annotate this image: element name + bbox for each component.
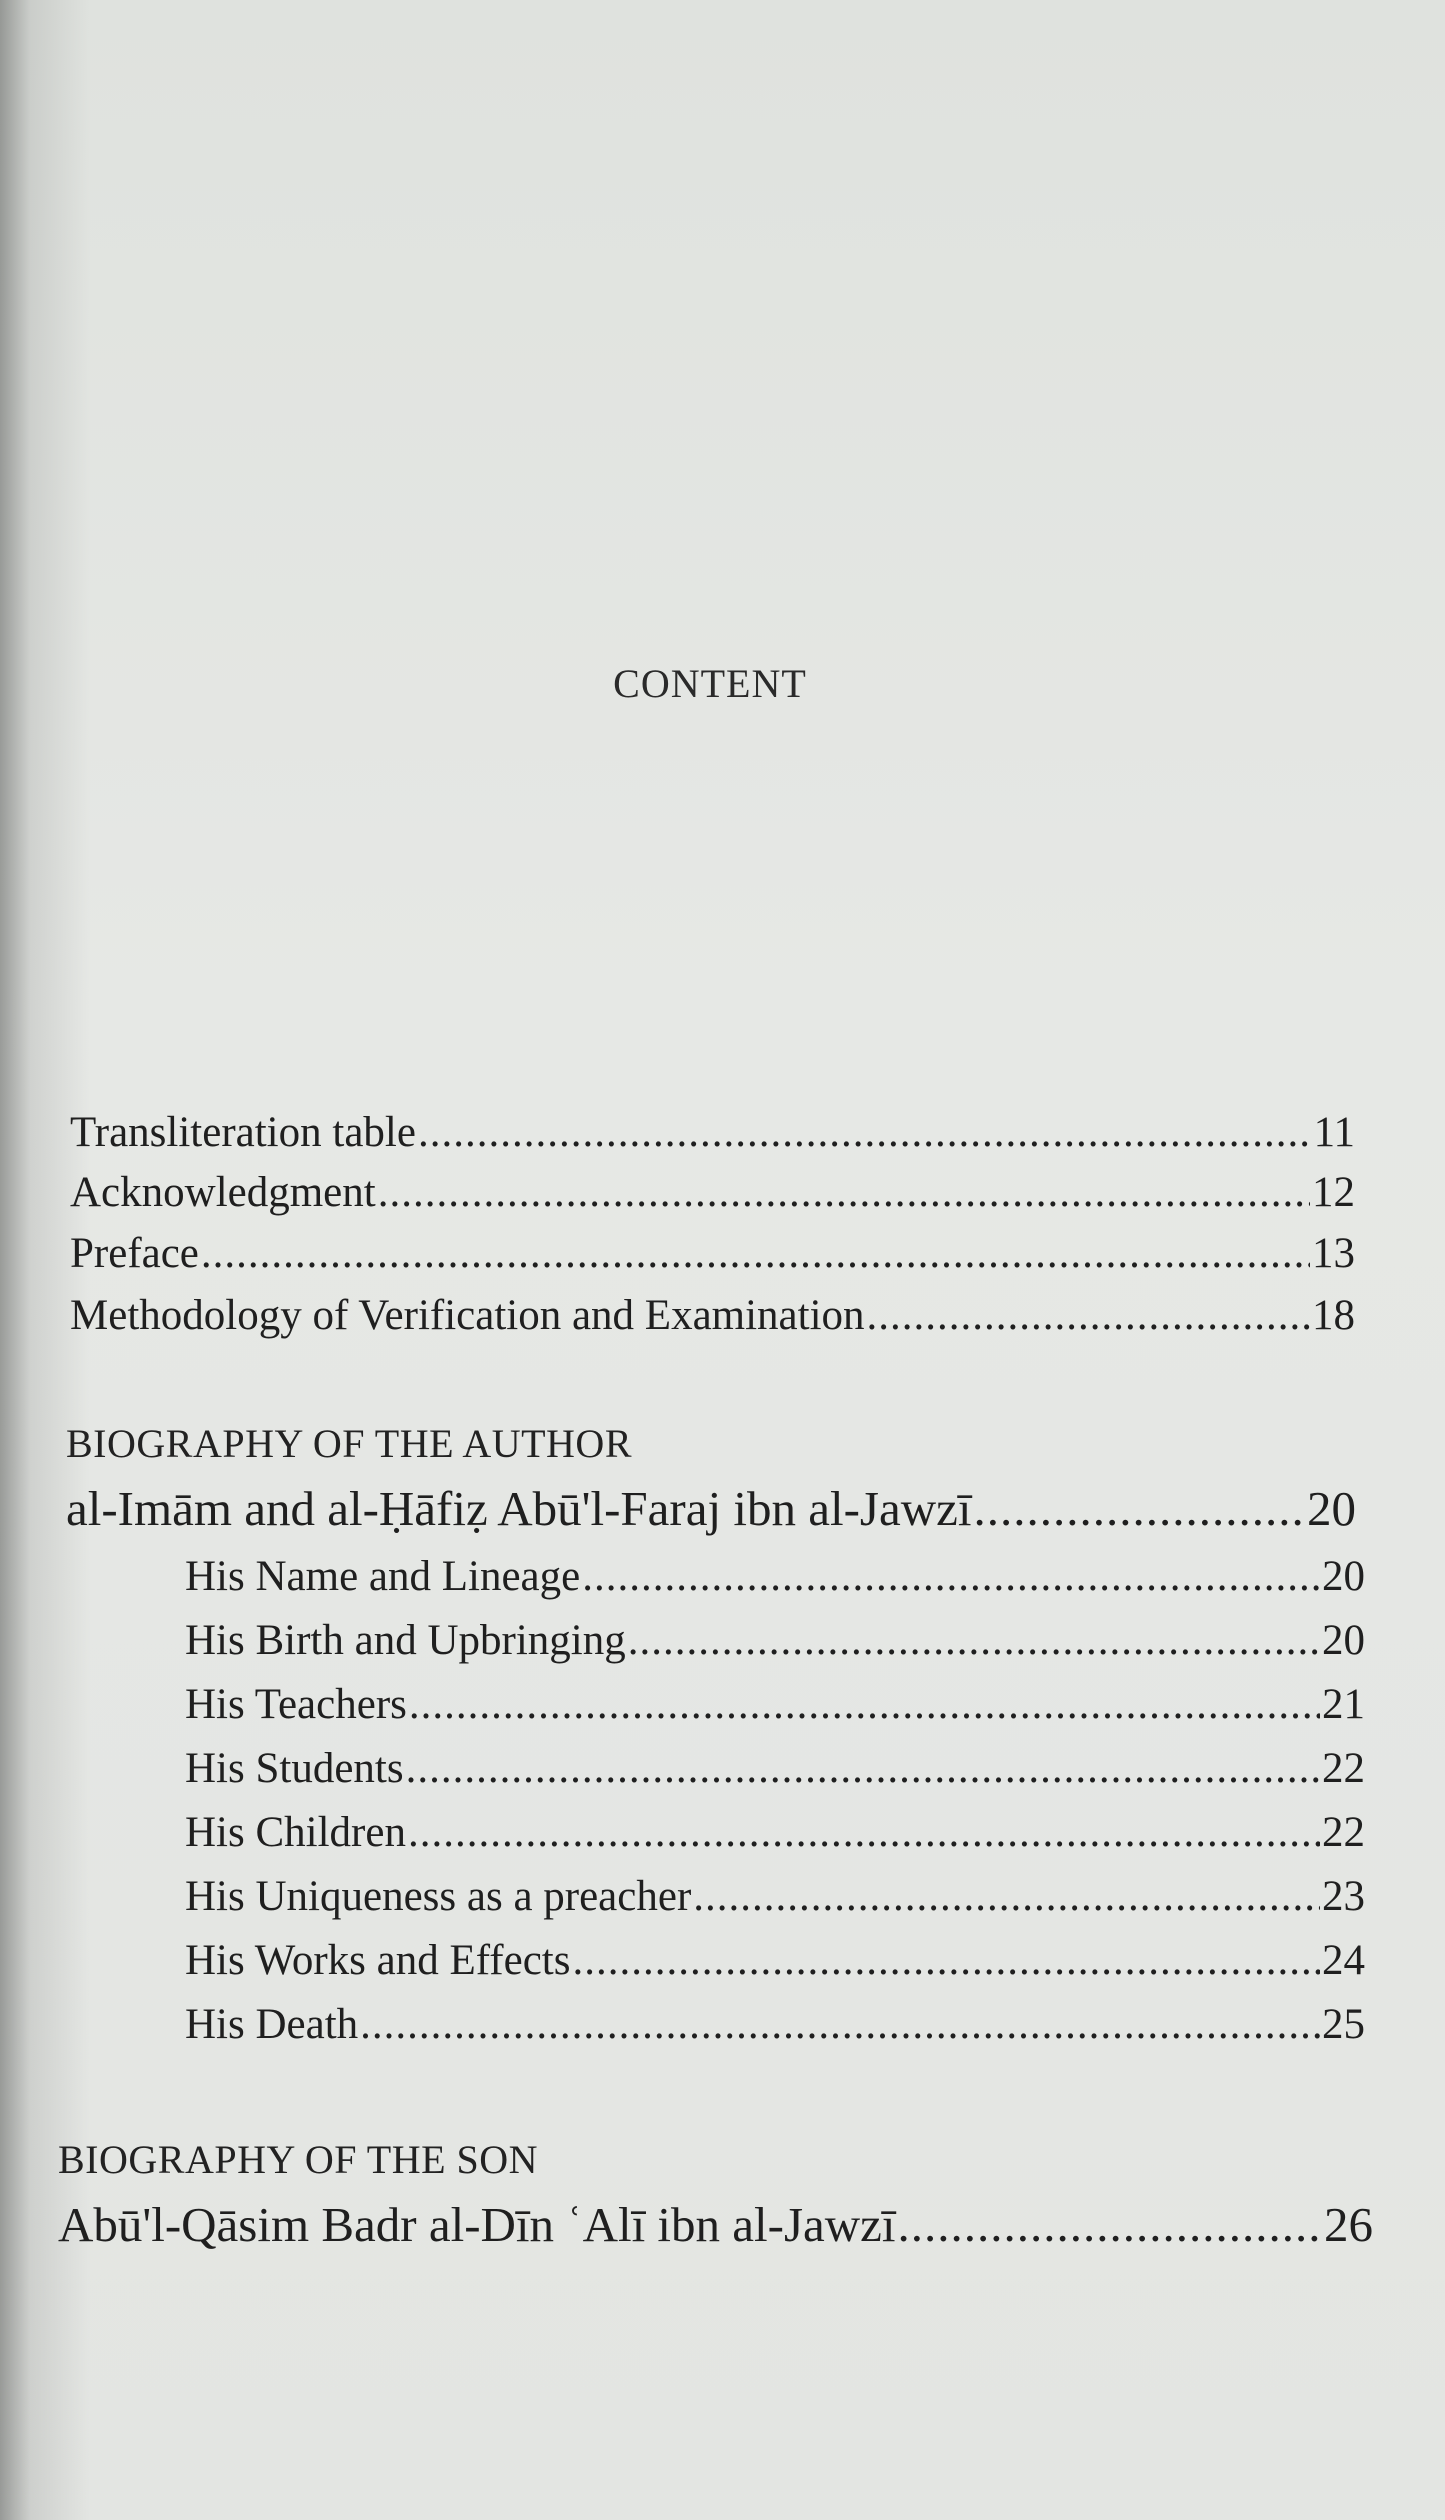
toc-entry-author-main bbox=[66, 1480, 1356, 1537]
dot-leader bbox=[898, 2196, 1322, 2253]
toc-entry-label: His Children bbox=[185, 1809, 406, 1856]
toc-subentry bbox=[185, 1808, 1365, 1857]
toc-entry-label: Acknowledgment bbox=[70, 1169, 376, 1216]
section-heading-son: BIOGRAPHY OF THE SON bbox=[58, 2137, 539, 2182]
dot-leader bbox=[582, 1552, 1320, 1601]
toc-entry-preface bbox=[70, 1229, 1355, 1278]
dot-leader bbox=[409, 1680, 1320, 1729]
toc-entry-page: 26 bbox=[1324, 2197, 1373, 2252]
toc-entry-transliteration bbox=[70, 1108, 1355, 1157]
dot-leader bbox=[572, 1936, 1320, 1985]
toc-entry-label: Transliteration table bbox=[70, 1109, 416, 1156]
toc-entry-acknowledgment bbox=[70, 1168, 1355, 1217]
dot-leader bbox=[408, 1808, 1320, 1857]
toc-entry-page: 11 bbox=[1313, 1109, 1355, 1156]
toc-entry-label: His Uniqueness as a preacher bbox=[185, 1873, 692, 1920]
dot-leader bbox=[201, 1229, 1310, 1278]
toc-entry-label: His Students bbox=[185, 1745, 404, 1792]
toc-subentry bbox=[185, 1552, 1365, 1601]
section-heading-author: BIOGRAPHY OF THE AUTHOR bbox=[66, 1421, 632, 1466]
toc-subentry bbox=[185, 1744, 1365, 1793]
toc-entry-page: 22 bbox=[1322, 1745, 1365, 1792]
toc-entry-page: 20 bbox=[1322, 1553, 1365, 1600]
toc-entry-page: 18 bbox=[1312, 1292, 1355, 1339]
dot-leader bbox=[378, 1168, 1310, 1217]
toc-entry-page: 20 bbox=[1322, 1617, 1365, 1664]
toc-entry-page: 23 bbox=[1322, 1873, 1365, 1920]
toc-entry-page: 20 bbox=[1307, 1481, 1356, 1536]
toc-entry-page: 12 bbox=[1312, 1169, 1355, 1216]
dot-leader bbox=[360, 2000, 1320, 2049]
toc-entry-label: al-Imām and al-Ḥāfiẓ Abū'l-Faraj ibn al-Jawzī bbox=[66, 1481, 972, 1536]
dot-leader bbox=[693, 1872, 1320, 1921]
toc-entry-page: 21 bbox=[1322, 1681, 1365, 1728]
toc-entry-son-main bbox=[58, 2196, 1373, 2253]
toc-subentry bbox=[185, 2000, 1365, 2049]
toc-subentry bbox=[185, 1680, 1365, 1729]
toc-entry-label: His Works and Effects bbox=[185, 1937, 571, 1984]
toc-entry-page: 13 bbox=[1312, 1230, 1355, 1277]
toc-entry-label: Preface bbox=[70, 1230, 199, 1277]
toc-subentry bbox=[185, 1616, 1365, 1665]
dot-leader bbox=[406, 1744, 1320, 1793]
toc-entry-page: 22 bbox=[1322, 1809, 1365, 1856]
dot-leader bbox=[418, 1108, 1312, 1157]
toc-entry-label: His Birth and Upbringing bbox=[185, 1617, 626, 1664]
toc-entry-methodology bbox=[70, 1291, 1355, 1340]
toc-subentry bbox=[185, 1936, 1365, 1985]
dot-leader bbox=[973, 1480, 1305, 1537]
dot-leader bbox=[628, 1616, 1320, 1665]
toc-entry-label: Methodology of Verification and Examination bbox=[70, 1292, 865, 1339]
toc-entry-label: Abū'l-Qāsim Badr al-Dīn ʿAlī ibn al-Jawzī bbox=[58, 2197, 896, 2252]
toc-entry-label: His Teachers bbox=[185, 1681, 407, 1728]
dot-leader bbox=[867, 1291, 1310, 1340]
toc-entry-label: His Name and Lineage bbox=[185, 1553, 581, 1600]
toc-subentry bbox=[185, 1872, 1365, 1921]
toc-entry-page: 25 bbox=[1322, 2001, 1365, 2048]
page-title: CONTENT bbox=[613, 661, 807, 706]
toc-entry-page: 24 bbox=[1322, 1937, 1365, 1984]
toc-entry-label: His Death bbox=[185, 2001, 359, 2048]
